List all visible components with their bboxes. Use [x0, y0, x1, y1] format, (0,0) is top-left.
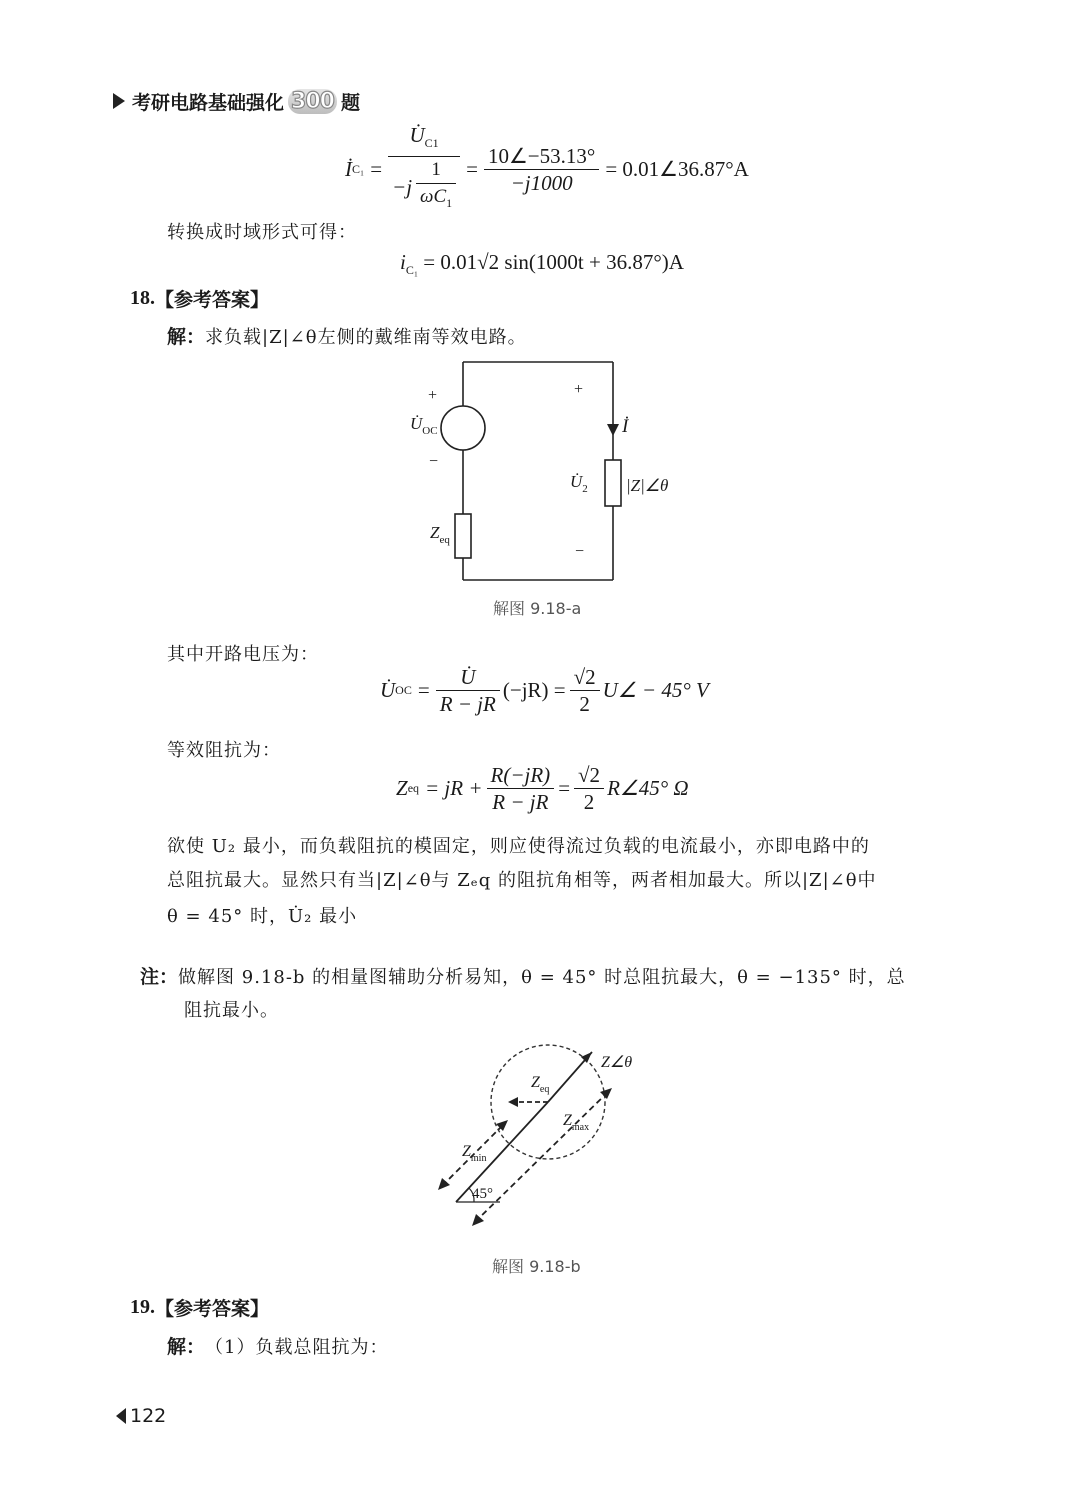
page-header: [112, 86, 360, 116]
note-line-1: 注： 做解图 9.18-b 的相量图辅助分析易知，θ = 45° 时总阻抗最大，θ = −135° 时，总: [140, 966, 906, 988]
paragraph-line-3: θ = 45° 时，U̇₂ 最小: [167, 906, 358, 927]
header-title-part2: 题: [340, 91, 360, 114]
circuit-current-label: İ: [622, 416, 629, 437]
circuit-diagram-9-18-a: [380, 350, 700, 590]
paragraph-line-2: 总阻抗最大。显然只有当|Z|∠θ与 Zₑq 的阻抗角相等，两者相加最大。所以|Z|∠θ中: [167, 870, 877, 891]
q19-heading: 19. 【参考答案】: [130, 1296, 270, 1320]
equation-ic1-phasor: İ C₁ = $U̇_{C1}$ −j $\frac{1}{\omega C_1}$ = $\frac{10\angle-53.13^\circ}{-j1000}$ = 0.01∠36.87°A: [345, 122, 749, 216]
equation-uoc: U̇ OC = $\frac{U̇}{R - jR}$ (−jR) = $\frac{√2}{2}$ U∠ − 45° V: [380, 665, 709, 716]
equation-ic1-time: $i_{C_1} = 0.01√2$ sin(1000t + 36.87°)A: [400, 250, 684, 277]
label-zmin: $Z_{min}$: [462, 1143, 487, 1164]
circuit-load-label: |Z|∠θ: [626, 476, 669, 495]
q19-solution: 解： （1）负载总阻抗为：: [167, 1336, 389, 1358]
label-z-theta: Z∠θ: [601, 1054, 633, 1071]
circuit-u2-label: $U̇_2$: [570, 472, 588, 495]
label-zmax: $Z_{max}$: [563, 1112, 590, 1133]
label-zeq: $Z_{eq}$: [531, 1074, 550, 1095]
circuit-source-label: $U̇_{OC}$: [410, 414, 438, 437]
text-eq-impedance: 等效阻抗为：: [167, 740, 281, 761]
q18-heading: 18. 【参考答案】: [130, 287, 270, 311]
header-title-num: 300: [288, 89, 337, 114]
q18-solution: 解： 求负载|Z|∠θ左侧的戴维南等效电路。: [167, 326, 527, 348]
header-title-part1: 考研电路基础强化: [132, 91, 285, 114]
text-open-circuit: 其中开路电压为：: [167, 644, 319, 665]
label-angle: 45°: [472, 1186, 493, 1202]
circuit-plus-right: +: [574, 381, 584, 398]
triangle-marker-icon: [112, 92, 126, 110]
left-triangle-icon: [115, 1407, 127, 1425]
page-number: 122: [115, 1405, 166, 1427]
eq1-fraction-2: $\frac{10\angle-53.13^\circ}{-j1000}$: [484, 143, 599, 196]
circuit-minus-left: −: [429, 453, 439, 470]
text-convert: 转换成时域形式可得：: [167, 222, 357, 243]
figure-caption-b: 解图 9.18-b: [492, 1257, 581, 1276]
circuit-zeq-label: $Z_{eq}$: [430, 523, 450, 546]
circuit-plus-left: +: [428, 387, 438, 404]
equation-zeq: Z eq = jR + $\frac{R(-jR)}{R - jR}$ = $\frac{√2}{2}$ R∠45° Ω: [396, 763, 689, 814]
eq1-fraction-1: $U̇_{C1}$ −j $\frac{1}{\omega C_1}$: [388, 122, 460, 216]
figure-caption-a: 解图 9.18-a: [493, 599, 582, 618]
paragraph-line-1: 欲使 U₂ 最小，而负载阻抗的模固定，则应使得流过负载的电流最小，亦即电路中的: [167, 836, 870, 857]
eq1-result: = 0.01∠36.87°A: [605, 156, 749, 181]
current-arrow-icon: [607, 424, 619, 436]
eq1-lhs: İ: [345, 156, 352, 181]
circuit-minus-right: −: [575, 543, 585, 560]
note-line-2: 阻抗最小。: [184, 1000, 279, 1021]
